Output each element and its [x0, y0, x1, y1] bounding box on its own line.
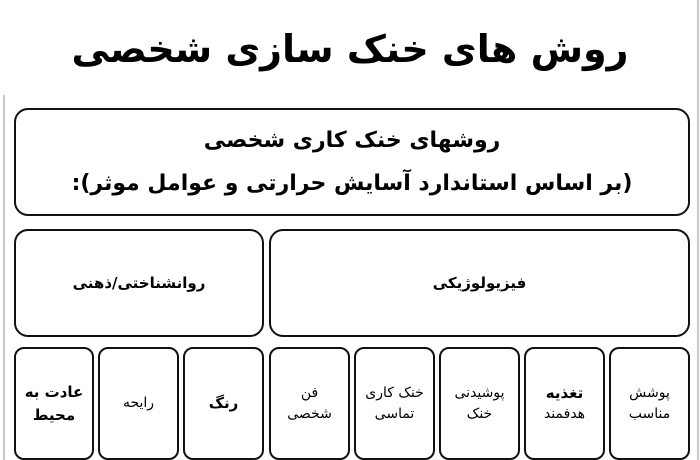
item-label-line: رایحه: [122, 395, 155, 411]
category-physiological-label: فیزیولوژیکی: [432, 274, 527, 292]
item-contact-cooling: [354, 347, 435, 460]
category-psychological-box: [14, 229, 264, 337]
item-label-line: رنگ: [208, 394, 239, 413]
page-title: روش های خنک سازی شخصی: [71, 27, 629, 71]
item-label-line: محیط: [32, 405, 76, 424]
left-edge-line: [3, 95, 5, 460]
item-cooling-garment: [439, 347, 520, 460]
item-label-line: مناسب: [628, 405, 671, 422]
category-physiological-box: [269, 229, 690, 337]
item-color: [183, 347, 264, 460]
item-personal-fan: [269, 347, 350, 460]
item-suitable-clothing: [609, 347, 690, 460]
category-psychological-label: روانشناختی/ذهنی: [72, 274, 206, 292]
item-label-line: خنک کاری: [365, 384, 424, 401]
item-label-line: فن: [300, 384, 319, 401]
item-label-line: عادت به: [24, 383, 84, 401]
main-box-heading: روشهای خنک کاری شخصی: [203, 128, 501, 153]
item-label-line: تماسی: [374, 405, 415, 422]
item-label-line: پوشش: [629, 384, 670, 401]
item-label-line: هدفمند: [543, 406, 586, 423]
item-label-line: پوشیدنی: [454, 384, 505, 401]
item-targeted-nutrition: [524, 347, 605, 460]
right-edge-line: [697, 0, 699, 460]
item-label-line: شخصی: [287, 405, 332, 422]
main-methods-box: [14, 108, 690, 216]
main-box-subheading: (بر اساس استاندارد آسایش حرارتی و عوامل موثر):: [71, 171, 633, 196]
item-label-line: تغذیه: [545, 383, 584, 402]
item-scent: [98, 347, 179, 460]
item-label-line: خنک: [466, 405, 493, 422]
item-habituation: [14, 347, 94, 460]
